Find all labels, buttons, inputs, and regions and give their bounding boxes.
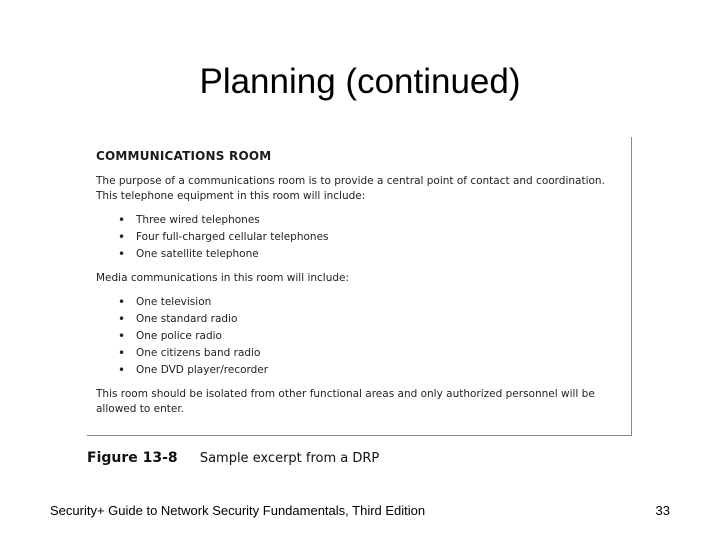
- list-item: • Four full-charged cellular telephones: [118, 229, 616, 246]
- list-item: • Three wired telephones: [118, 212, 616, 229]
- footer-book-title: Security+ Guide to Network Security Fundamentals, Third Edition: [50, 503, 426, 518]
- figure-number: Figure 13-8: [87, 450, 178, 466]
- excerpt-intro: The purpose of a communications room is to provide a central point of contact and coordination. This telephone equipment in this room will include:: [96, 175, 605, 202]
- list-item: • One standard radio: [118, 311, 616, 328]
- excerpt-closing: This room should be isolated from other functional areas and only authorized personnel will be allowed to enter.: [96, 388, 595, 415]
- excerpt-heading: COMMUNICATIONS ROOM: [96, 149, 272, 163]
- list-item: • One television: [118, 294, 616, 311]
- list-item: • One citizens band radio: [118, 345, 616, 362]
- figure-caption-text: Sample excerpt from a DRP: [199, 451, 380, 466]
- drp-excerpt: [96, 148, 616, 417]
- list-item: • One police radio: [118, 328, 616, 345]
- telephone-list: [96, 212, 616, 263]
- page-number: 33: [655, 503, 670, 518]
- list-item: • One satellite telephone: [118, 246, 616, 263]
- list-item: • One DVD player/recorder: [118, 362, 616, 379]
- figure-caption: [87, 450, 379, 466]
- slide-title: Planning (continued): [199, 62, 521, 101]
- media-list: [96, 294, 616, 379]
- media-intro: Media communications in this room will include:: [96, 272, 350, 284]
